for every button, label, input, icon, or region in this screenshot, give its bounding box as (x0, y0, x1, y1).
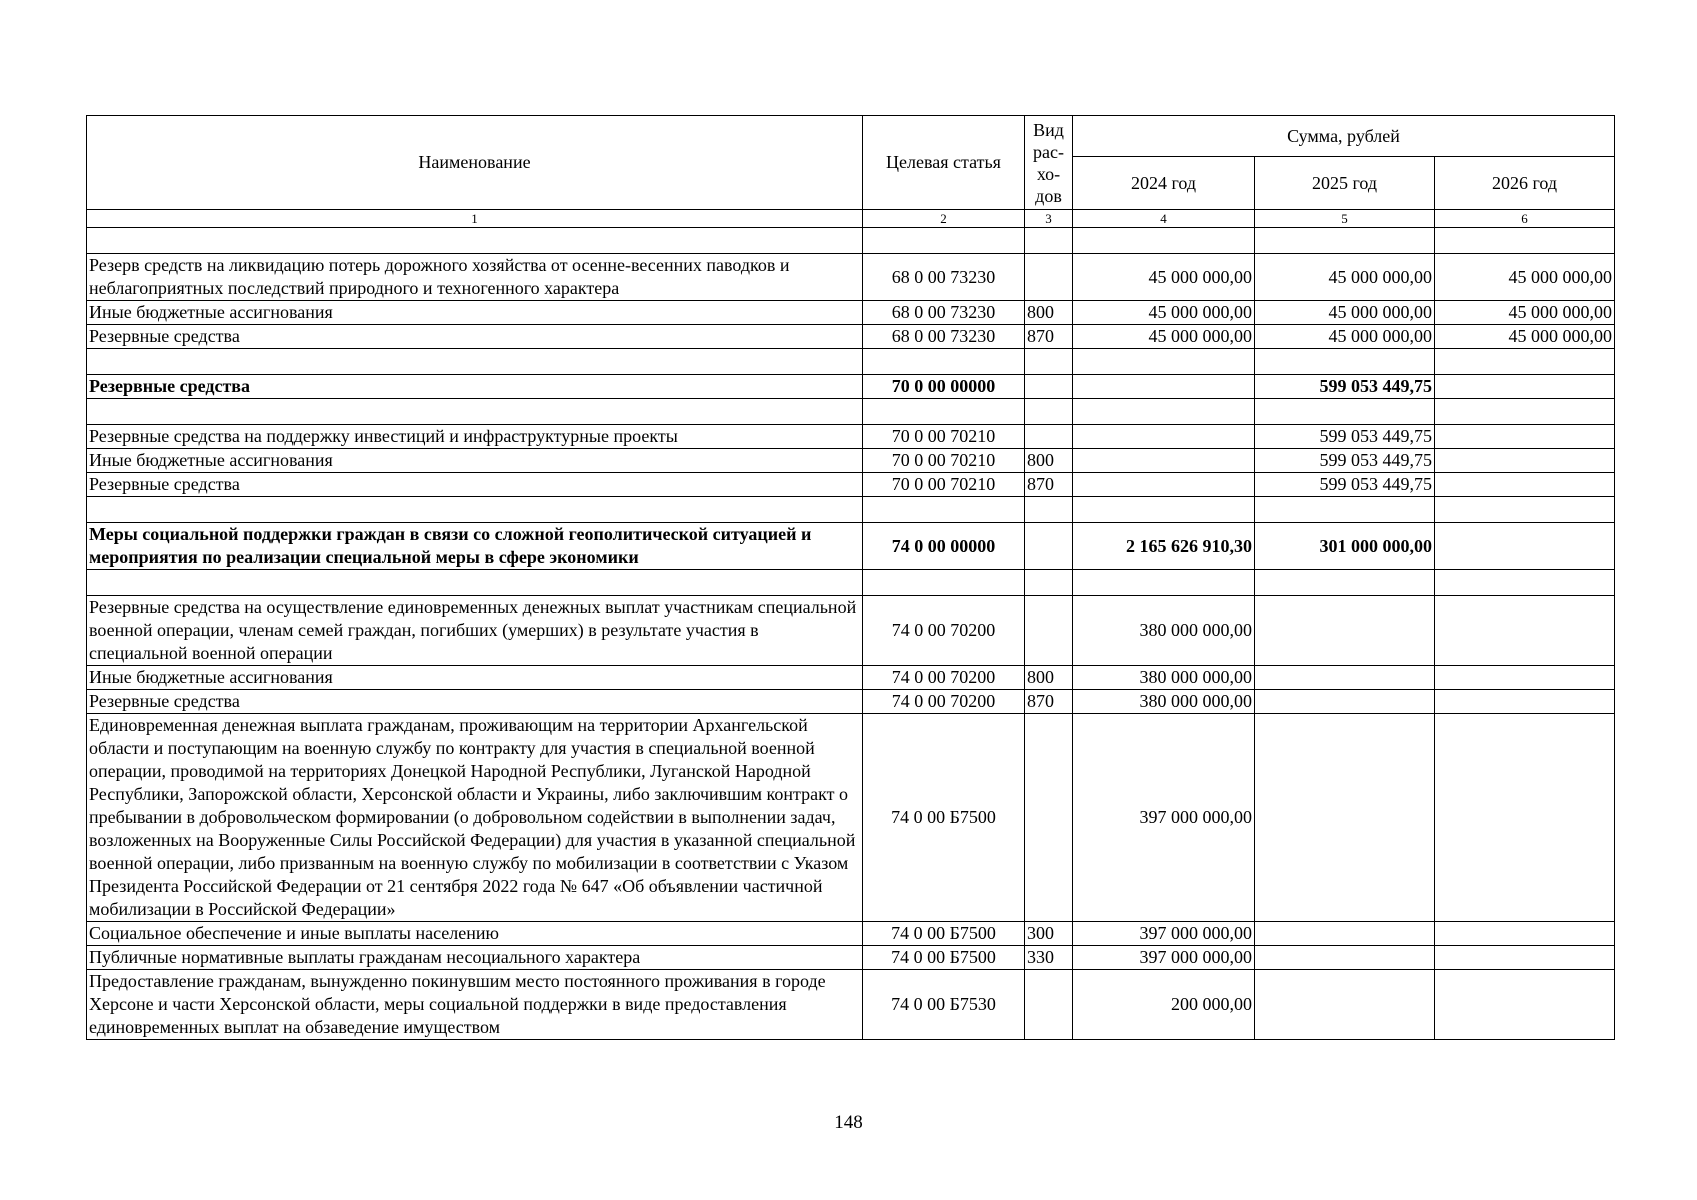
row-name: Резервные средства (87, 325, 863, 349)
header-sum: Сумма, рублей (1073, 116, 1615, 157)
row-amount-2025: 599 053 449,75 (1255, 425, 1435, 449)
row-expense-type (1025, 425, 1073, 449)
empty-cell (1255, 349, 1435, 375)
row-amount-2026 (1435, 666, 1615, 690)
row-expense-type: 300 (1025, 922, 1073, 946)
row-amount-2025 (1255, 666, 1435, 690)
column-number: 6 (1435, 210, 1615, 228)
row-target-article: 74 0 00 Б7500 (863, 922, 1025, 946)
row-amount-2026 (1435, 922, 1615, 946)
spacer-row (87, 399, 1615, 425)
row-target-article: 74 0 00 70200 (863, 690, 1025, 714)
table-body (87, 228, 1615, 1040)
row-amount-2024: 380 000 000,00 (1073, 666, 1255, 690)
row-target-article: 70 0 00 00000 (863, 375, 1025, 399)
table-row (87, 301, 1615, 325)
budget-table (86, 115, 1615, 1040)
column-number: 2 (863, 210, 1025, 228)
row-amount-2024: 45 000 000,00 (1073, 301, 1255, 325)
row-amount-2025 (1255, 922, 1435, 946)
empty-cell (1255, 228, 1435, 254)
row-name: Публичные нормативные выплаты гражданам несоциального характера (87, 946, 863, 970)
row-name: Меры социальной поддержки граждан в связи со сложной геополитической ситуацией и мероприятия по реализации специальной меры в сфере экономики (87, 523, 863, 570)
row-expense-type (1025, 523, 1073, 570)
spacer-row (87, 497, 1615, 523)
empty-cell (863, 497, 1025, 523)
row-amount-2025 (1255, 946, 1435, 970)
header-target-article: Целевая статья (863, 116, 1025, 210)
table-row (87, 714, 1615, 922)
empty-cell (863, 228, 1025, 254)
row-amount-2024 (1073, 473, 1255, 497)
table-row (87, 690, 1615, 714)
row-amount-2026 (1435, 596, 1615, 666)
row-target-article: 74 0 00 00000 (863, 523, 1025, 570)
table-row (87, 970, 1615, 1040)
row-expense-type: 800 (1025, 666, 1073, 690)
empty-cell (1025, 349, 1073, 375)
empty-cell (1073, 570, 1255, 596)
table-row (87, 922, 1615, 946)
row-expense-type (1025, 375, 1073, 399)
row-name: Резервные средства (87, 473, 863, 497)
header-expense-type: Вид рас-хо-дов (1025, 116, 1073, 210)
section-total-row (87, 375, 1615, 399)
header-year-2025: 2025 год (1255, 157, 1435, 210)
table-row (87, 325, 1615, 349)
row-amount-2026 (1435, 970, 1615, 1040)
row-amount-2024: 45 000 000,00 (1073, 254, 1255, 301)
empty-cell (1073, 399, 1255, 425)
row-amount-2024 (1073, 375, 1255, 399)
row-name: Иные бюджетные ассигнования (87, 301, 863, 325)
table-row (87, 596, 1615, 666)
column-number: 5 (1255, 210, 1435, 228)
row-amount-2024: 397 000 000,00 (1073, 714, 1255, 922)
header-year-2024: 2024 год (1073, 157, 1255, 210)
page-number: 148 (834, 1112, 863, 1133)
empty-cell (87, 497, 863, 523)
row-amount-2025: 599 053 449,75 (1255, 449, 1435, 473)
empty-cell (1025, 399, 1073, 425)
row-amount-2025: 45 000 000,00 (1255, 254, 1435, 301)
row-target-article: 74 0 00 70200 (863, 596, 1025, 666)
row-amount-2025: 599 053 449,75 (1255, 473, 1435, 497)
row-amount-2026 (1435, 690, 1615, 714)
column-number: 4 (1073, 210, 1255, 228)
row-expense-type (1025, 714, 1073, 922)
empty-cell (87, 399, 863, 425)
row-expense-type: 800 (1025, 301, 1073, 325)
row-expense-type (1025, 254, 1073, 301)
row-amount-2026 (1435, 473, 1615, 497)
spacer-row (87, 228, 1615, 254)
row-amount-2025 (1255, 690, 1435, 714)
row-amount-2026: 45 000 000,00 (1435, 301, 1615, 325)
empty-cell (1025, 497, 1073, 523)
row-amount-2025: 599 053 449,75 (1255, 375, 1435, 399)
empty-cell (1435, 570, 1615, 596)
row-amount-2024 (1073, 425, 1255, 449)
table-row (87, 666, 1615, 690)
row-target-article: 68 0 00 73230 (863, 254, 1025, 301)
row-target-article: 74 0 00 Б7530 (863, 970, 1025, 1040)
row-amount-2024: 380 000 000,00 (1073, 596, 1255, 666)
row-name: Резерв средств на ликвидацию потерь дорожного хозяйства от осенне-весенних паводков и неблагоприятных последствий природного и техногенного характера (87, 254, 863, 301)
row-name: Социальное обеспечение и иные выплаты населению (87, 922, 863, 946)
row-amount-2026 (1435, 523, 1615, 570)
table-row (87, 473, 1615, 497)
row-name: Предоставление гражданам, вынужденно покинувшим место постоянного проживания в городе Херсоне и части Херсонской области, меры социальной поддержки в виде предоставления единовременных выплат на обзаведение имуществом (87, 970, 863, 1040)
column-number-row (87, 210, 1615, 228)
row-amount-2026 (1435, 714, 1615, 922)
row-amount-2026: 45 000 000,00 (1435, 325, 1615, 349)
column-number: 1 (87, 210, 863, 228)
row-target-article: 70 0 00 70210 (863, 449, 1025, 473)
row-expense-type: 870 (1025, 325, 1073, 349)
empty-cell (863, 349, 1025, 375)
empty-cell (1435, 399, 1615, 425)
row-amount-2025 (1255, 714, 1435, 922)
row-amount-2026: 45 000 000,00 (1435, 254, 1615, 301)
row-amount-2025 (1255, 596, 1435, 666)
row-name: Резервные средства (87, 375, 863, 399)
row-amount-2024: 397 000 000,00 (1073, 922, 1255, 946)
table-row (87, 449, 1615, 473)
row-amount-2024: 200 000,00 (1073, 970, 1255, 1040)
row-name: Иные бюджетные ассигнования (87, 666, 863, 690)
row-amount-2025: 45 000 000,00 (1255, 301, 1435, 325)
row-expense-type: 870 (1025, 473, 1073, 497)
table-row (87, 254, 1615, 301)
column-number: 3 (1025, 210, 1073, 228)
row-expense-type: 870 (1025, 690, 1073, 714)
table-row (87, 946, 1615, 970)
row-expense-type: 330 (1025, 946, 1073, 970)
empty-cell (1073, 497, 1255, 523)
empty-cell (1255, 497, 1435, 523)
row-target-article: 68 0 00 73230 (863, 325, 1025, 349)
row-target-article: 68 0 00 73230 (863, 301, 1025, 325)
row-target-article: 70 0 00 70210 (863, 425, 1025, 449)
spacer-row (87, 570, 1615, 596)
empty-cell (1255, 399, 1435, 425)
empty-cell (1435, 497, 1615, 523)
row-name: Резервные средства на поддержку инвестиций и инфраструктурные проекты (87, 425, 863, 449)
empty-cell (1025, 570, 1073, 596)
row-expense-type (1025, 596, 1073, 666)
row-amount-2026 (1435, 946, 1615, 970)
empty-cell (87, 570, 863, 596)
row-amount-2025: 45 000 000,00 (1255, 325, 1435, 349)
row-amount-2024 (1073, 449, 1255, 473)
row-amount-2026 (1435, 449, 1615, 473)
empty-cell (87, 228, 863, 254)
row-target-article: 74 0 00 Б7500 (863, 714, 1025, 922)
row-expense-type: 800 (1025, 449, 1073, 473)
row-target-article: 74 0 00 Б7500 (863, 946, 1025, 970)
row-amount-2024: 2 165 626 910,30 (1073, 523, 1255, 570)
row-name: Резервные средства на осуществление единовременных денежных выплат участникам специальной военной операции, членам семей граждан, погибших (умерших) в результате участия в специальной военной операции (87, 596, 863, 666)
row-amount-2025: 301 000 000,00 (1255, 523, 1435, 570)
empty-cell (1073, 349, 1255, 375)
empty-cell (1255, 570, 1435, 596)
row-name: Иные бюджетные ассигнования (87, 449, 863, 473)
row-amount-2024: 380 000 000,00 (1073, 690, 1255, 714)
row-expense-type (1025, 970, 1073, 1040)
row-name: Единовременная денежная выплата гражданам, проживающим на территории Архангельской области и поступающим на военную службу по контракту для участия в специальной военной операции, проводимой на территориях Донецкой Народной Республики, Луганской Народной Республики, Запорожской области, Херсонской области и Украины, либо заключившим контракт о пребывании в добровольческом формировании (о добровольном содействии в выполнении задач, возложенных на Вооруженные Силы Российской Федерации) для участия в указанной специальной военной операции, либо призванным на военную службу по мобилизации в соответствии с Указом Президента Российской Федерации от 21 сентября 2022 года № 647 «Об объявлении частичной мобилизации в Российской Федерации» (87, 714, 863, 922)
table-row (87, 425, 1615, 449)
row-amount-2026 (1435, 375, 1615, 399)
row-name: Резервные средства (87, 690, 863, 714)
empty-cell (863, 570, 1025, 596)
header-year-2026: 2026 год (1435, 157, 1615, 210)
table-header (87, 116, 1615, 228)
row-amount-2024: 397 000 000,00 (1073, 946, 1255, 970)
spacer-row (87, 349, 1615, 375)
empty-cell (87, 349, 863, 375)
row-amount-2025 (1255, 970, 1435, 1040)
empty-cell (1435, 349, 1615, 375)
empty-cell (1025, 228, 1073, 254)
empty-cell (1073, 228, 1255, 254)
empty-cell (863, 399, 1025, 425)
empty-cell (1435, 228, 1615, 254)
row-target-article: 70 0 00 70210 (863, 473, 1025, 497)
section-total-row (87, 523, 1615, 570)
row-target-article: 74 0 00 70200 (863, 666, 1025, 690)
row-amount-2024: 45 000 000,00 (1073, 325, 1255, 349)
row-amount-2026 (1435, 425, 1615, 449)
header-name: Наименование (87, 116, 863, 210)
